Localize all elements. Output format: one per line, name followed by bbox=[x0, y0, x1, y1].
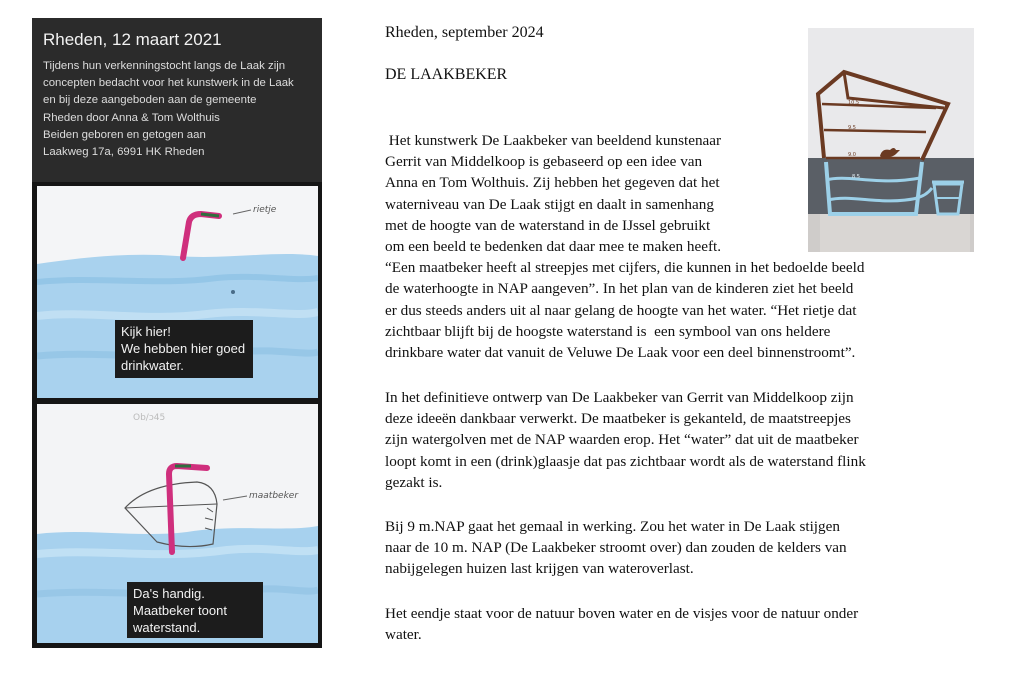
drawing-cup-caption bbox=[127, 582, 263, 638]
kids-drawing-panel bbox=[32, 18, 322, 648]
paragraph-intro bbox=[385, 130, 864, 363]
panel-header-line: Tijdens hun verkenningstocht langs de Laak zijn bbox=[43, 60, 286, 72]
text-line: gezakt is. bbox=[385, 473, 443, 491]
text-line: er dus steeds anders uit al naar gelang de hoogte van het water. “Het rietje dat bbox=[385, 301, 857, 319]
text-line: water. bbox=[385, 626, 422, 644]
caption-line: Kijk hier! bbox=[121, 324, 171, 339]
sculpture-photo bbox=[808, 28, 974, 252]
caption-line: We hebben hier goed bbox=[121, 341, 246, 356]
panel-header-line: Rheden door Anna & Tom Wolthuis bbox=[43, 111, 220, 124]
text-line: Gerrit van Middelkoop is gebaseerd op een idee van bbox=[385, 153, 703, 171]
text-line: waterniveau van De Laak stijgt en daalt in samenhang bbox=[385, 195, 714, 213]
paragraph-nap-levels bbox=[385, 516, 847, 580]
text-line: om een beeld te bedenken dat daar mee te maken heeft. bbox=[385, 238, 722, 256]
text-line: zijn watergolven met de NAP waarden erop. Het “water” dat uit de maatbeker bbox=[385, 431, 859, 449]
sculpture-photo-art bbox=[808, 28, 974, 252]
text-line: Het eendje staat voor de natuur boven water en de visjes voor de natuur onder bbox=[385, 605, 859, 622]
drawing-cup-faint-mark: Ob/ɔ45 bbox=[133, 413, 166, 423]
text-line: loopt komt in een (drink)glaasje dat pas zichtbaar wordt als de waterstand flink bbox=[385, 452, 866, 470]
sculpture-mark: 9.5 bbox=[848, 125, 856, 131]
text-line: Het kunstwerk De Laakbeker van beeldend kunstenaar bbox=[385, 132, 722, 149]
text-line: Anna en Tom Wolthuis. Zij hebben het gegeven dat het bbox=[385, 174, 720, 192]
text-line: In het definitieve ontwerp van De Laakbeker van Gerrit van Middelkoop zijn bbox=[385, 389, 854, 406]
panel-header-line: en bij deze aangeboden aan de gemeente bbox=[43, 94, 257, 107]
text-line: naar de 10 m. NAP (De Laakbeker stroomt over) dan zouden de kelders van bbox=[385, 539, 847, 557]
paragraph-duck-fish bbox=[385, 603, 858, 645]
text-line: deze ideeën dankbaar verwerkt. De maatbeker is gekanteld, de maatstreepjes bbox=[385, 410, 851, 428]
sculpture-mark: 9.0 bbox=[848, 152, 856, 158]
caption-line: waterstand. bbox=[133, 620, 201, 635]
drawing-straw-caption bbox=[115, 320, 253, 378]
paragraph-design bbox=[385, 387, 866, 493]
panel-header bbox=[32, 18, 322, 182]
document-title: DE LAAKBEKER bbox=[385, 66, 508, 83]
text-line: met de hoogte van de waterstand in de IJssel gebruikt bbox=[385, 216, 711, 234]
text-line: nabijgelegen huizen last krijgen van wateroverlast. bbox=[385, 560, 694, 578]
text-line: “Een maatbeker heeft al streepjes met cijfers, die kunnen in het bedoelde beeld bbox=[385, 259, 865, 277]
document-date: Rheden, september 2024 bbox=[385, 24, 544, 41]
text-line: zichtbaar blijft bij de hoogste waterstand is een symbool van ons heldere bbox=[385, 322, 831, 340]
panel-header-line: Laakweg 17a, 6991 HK Rheden bbox=[43, 146, 205, 159]
sculpture-mark: 10.5 bbox=[848, 100, 860, 106]
text-line: drinkbare water dat vanuit de Veluwe De Laak voor een deel binnenstroomt”. bbox=[385, 344, 856, 362]
text-line: Bij 9 m.NAP gaat het gemaal in werking. Zou het water in De Laak stijgen bbox=[385, 518, 840, 535]
panel-header-title: Rheden, 12 maart 2021 bbox=[43, 30, 222, 49]
sculpture-mark: 8.5 bbox=[852, 174, 860, 180]
drawing-cup-scribble: maatbeker bbox=[249, 491, 299, 501]
drawing-straw-scribble: rietje bbox=[253, 205, 277, 215]
panel-header-text bbox=[43, 58, 294, 161]
panel-header-line: Beiden geboren en getogen aan bbox=[43, 128, 206, 141]
text-line: de waterhoogte in NAP aangeven”. In het plan van de kinderen ziet het beeld bbox=[385, 280, 854, 298]
caption-line: Da's handig. bbox=[133, 586, 205, 601]
caption-line: Maatbeker toont bbox=[133, 603, 227, 618]
caption-line: drinkwater. bbox=[121, 358, 184, 373]
drawing-measuring-cup bbox=[37, 404, 318, 643]
drawing-straw bbox=[37, 186, 318, 398]
panel-header-line: concepten bedacht voor het kunstwerk in de Laak bbox=[43, 77, 294, 90]
